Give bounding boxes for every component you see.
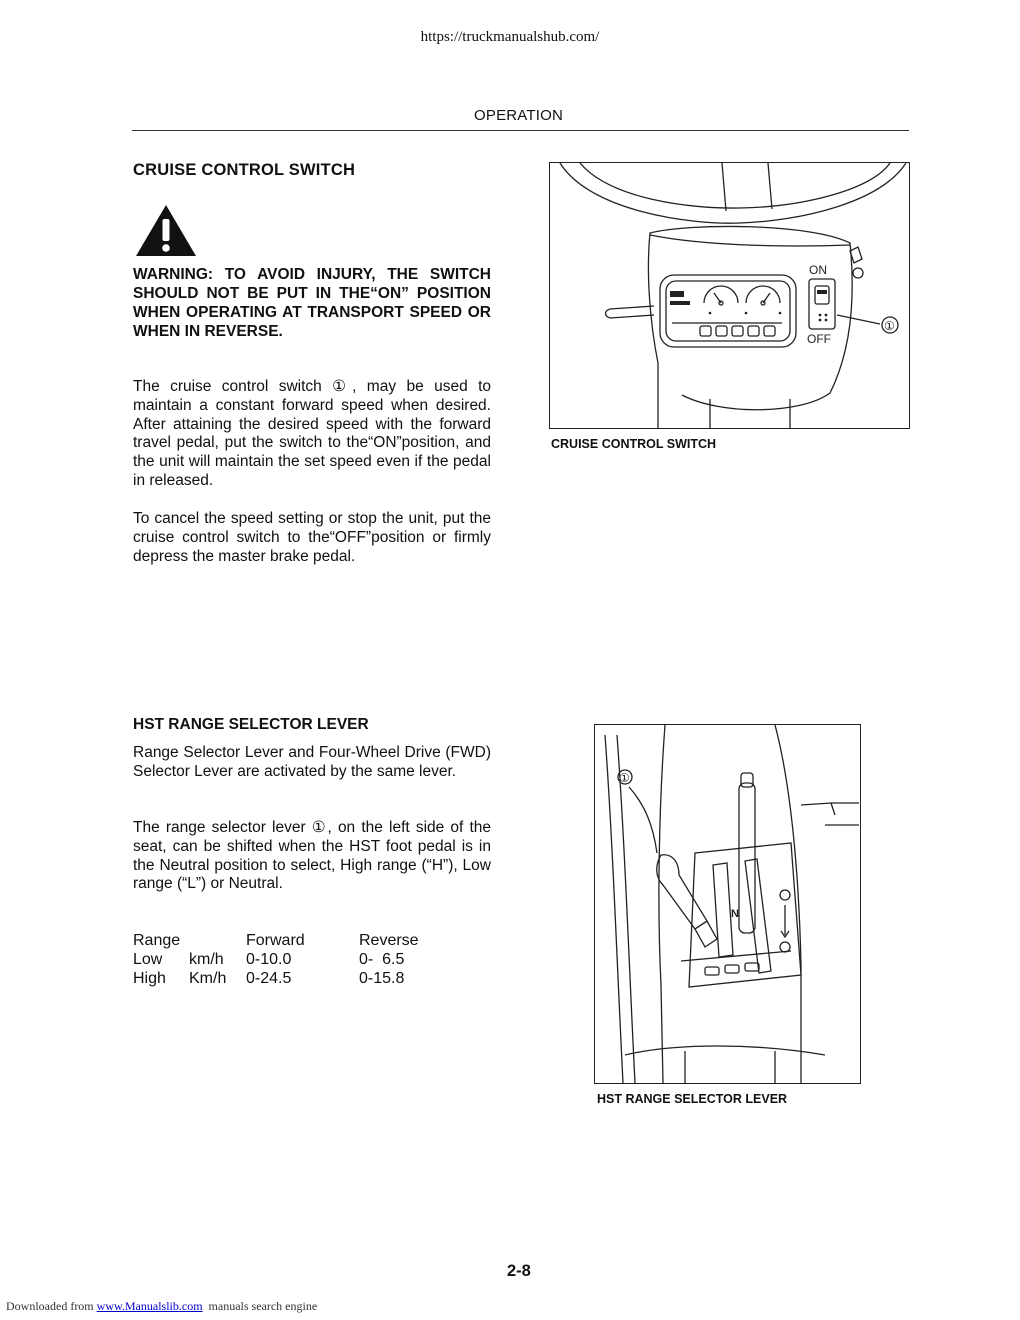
hst-callout-number: ①: [619, 771, 630, 785]
row-unit: km/h: [189, 951, 224, 968]
hst-paragraph-2: The range selector lever ①, on the left side of the seat, can be shifted when the HST foot pedal is in the Neutral position to select, High range (“H”), Low range (“L”) or Neutral.: [133, 819, 491, 893]
hst-lever-figure: [594, 724, 861, 1084]
row-unit: Km/h: [189, 970, 227, 987]
cruise-figure-caption: CRUISE CONTROL SWITCH: [551, 437, 717, 451]
row-forward: 0-24.5: [246, 970, 292, 987]
warning-text: WARNING: TO AVOID INJURY, THE SWITCH SHOULD NOT BE PUT IN THE“ON” POSITION WHEN OPERATING AT TRANSPORT SPEED OR WHEN IN REVERSE.: [133, 266, 491, 340]
header-reverse: Reverse: [359, 932, 419, 949]
header-forward: Forward: [246, 932, 305, 949]
footer-prefix: Downloaded from: [6, 1299, 94, 1313]
hst-paragraph-1: Range Selector Lever and Four-Wheel Drive (FWD) Selector Lever are activated by the same lever.: [133, 744, 491, 780]
switch-on-label: ON: [809, 263, 827, 277]
cruise-control-title: CRUISE CONTROL SWITCH: [133, 161, 356, 179]
source-url: https://truckmanualshub.com/: [420, 29, 600, 45]
manualslib-link[interactable]: www.Manualslib.com: [96, 1299, 203, 1313]
row-forward: 0-10.0: [246, 951, 292, 968]
download-footer: [6, 1299, 317, 1314]
cruise-paragraph-2: To cancel the speed setting or stop the unit, put the cruise control switch to the“OFF”position or firmly depress the master brake pedal.: [133, 510, 491, 565]
cruise-paragraph-1: The cruise control switch ①, may be used to maintain a constant forward speed when desired. After attaining the desired speed with the forward travel pedal, put the switch to the“ON”position, and the unit will maintain the set speed even if the pedal in released.: [133, 378, 491, 489]
header-rule: [132, 130, 909, 131]
neutral-gate-label: N: [731, 908, 739, 920]
header-range: Range: [133, 932, 181, 949]
row-range: High: [133, 970, 166, 987]
dashboard-illustration: [550, 163, 909, 428]
warning-icon: [134, 203, 198, 258]
lever-illustration: [595, 725, 860, 1083]
hst-title: HST RANGE SELECTOR LEVER: [133, 716, 369, 733]
page-number: 2-8: [507, 1262, 531, 1280]
footer-suffix: manuals search engine: [208, 1299, 318, 1313]
switch-off-label: OFF: [807, 332, 831, 346]
row-reverse: 0-15.8: [359, 970, 405, 987]
row-reverse: 0- 6.5: [359, 951, 405, 968]
section-header: OPERATION: [474, 107, 564, 124]
row-range: Low: [133, 951, 163, 968]
hst-figure-caption: HST RANGE SELECTOR LEVER: [597, 1092, 788, 1106]
cruise-control-figure: [549, 162, 910, 429]
cruise-callout-number: ①: [884, 319, 895, 333]
